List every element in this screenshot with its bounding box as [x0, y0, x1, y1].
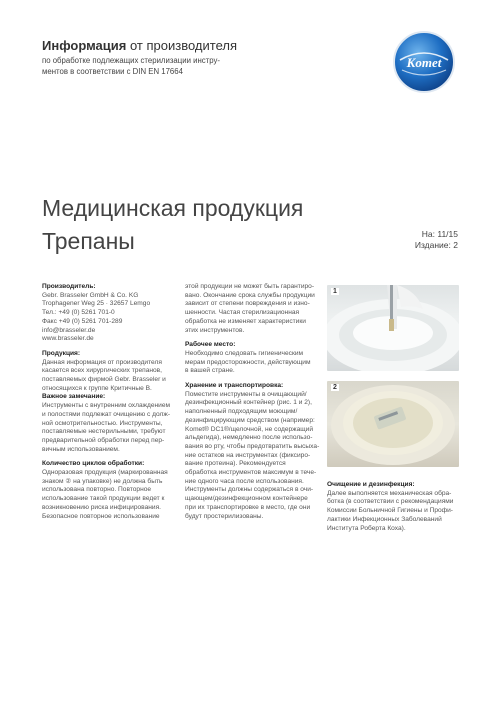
header-subtitle	[42, 55, 302, 77]
manufacturer-line: Факс +49 (0) 5261 701-289	[42, 317, 123, 325]
storage-line: альдегида), немедленно после использо-	[185, 434, 313, 442]
cleaning-line: ботка (в соответствии с рекомендациями	[327, 498, 454, 506]
storage-heading: Хранение и транспортировка:	[185, 382, 284, 390]
cleaning-line: Далее выполняется механическая обра-	[327, 489, 452, 497]
products-line: касается всех хирургических трепанов,	[42, 367, 163, 375]
note-line: поставляемые нестерильными, требуют	[42, 428, 166, 436]
storage-line: вания во рту, чтобы предотвратить высыха-	[185, 442, 320, 450]
document-date: На: 11/15	[421, 229, 458, 239]
komet-logo	[392, 30, 456, 94]
header-subtitle-line: по обработке подлежащих стерилизации инстру-	[42, 56, 220, 65]
manufacturer-line: Trophagener Weg 25 · 32657 Lemgo	[42, 300, 151, 308]
storage-line: дезинфицирующим средством (например:	[185, 416, 315, 424]
cycles-line: Одноразовая продукция (маркированная	[42, 469, 168, 477]
note-heading: Важное замечание:	[42, 393, 106, 401]
cycles-line: Безопасное повторное использование	[42, 512, 160, 520]
storage-line: Поместите инструменты в очищающий/	[185, 390, 307, 398]
storage-line: будут простерилизованы.	[185, 512, 264, 520]
manufacturer-heading: Производитель:	[42, 283, 96, 290]
photo-1-number: 1	[333, 288, 337, 295]
note-line: вичным использованием.	[42, 445, 120, 453]
cycles-continued-line: вано. Окончание срока службы продукции	[185, 291, 315, 299]
note-line: Инструменты с внутренним охлаждением	[42, 402, 171, 410]
logo-text: Komet	[406, 55, 442, 70]
document-meta	[415, 229, 458, 251]
storage-line: ние одного часа после использования.	[185, 477, 304, 485]
column-2	[185, 283, 320, 521]
products-line: относящихся к группе Критичные В.	[42, 384, 152, 392]
column-1	[42, 283, 177, 521]
workplace-line: Необходимо следовать гигиеническим	[185, 349, 304, 357]
note-line: и полостями подлежат очищению с долж-	[42, 410, 171, 418]
storage-line: ние остатков на инструментах (фиксиро-	[185, 451, 311, 459]
cycles-line: использование такой продукции ведет к	[42, 495, 165, 503]
storage-line: Инструменты должны содержаться в очи-	[185, 486, 314, 494]
cleaning-line: Института Роберта Коха).	[327, 524, 406, 532]
cycles-heading: Количество циклов обработки:	[42, 460, 145, 468]
cleaning-line: Комиссии Больничной Гигиены и Профи-	[327, 507, 453, 515]
workplace-line: мерам предосторожности, действующим	[185, 358, 311, 366]
photo-2-number: 2	[333, 384, 337, 391]
photo-2-illustration	[327, 381, 459, 467]
cleaning-heading: Очищение и дезинфекция:	[327, 481, 415, 488]
storage-line: вание протеина). Рекомендуется	[185, 460, 286, 468]
cycles-continued-line: этих инструментов.	[185, 326, 245, 334]
page-title-line-1: Медицинская продукция	[42, 195, 304, 221]
storage-line: наполненный подходящим моющим/	[185, 408, 298, 416]
cycles-continued-line: шенности. Частая стерилизационная	[185, 309, 300, 317]
photo-1-disinfection-container	[327, 285, 459, 371]
workplace-heading: Рабочее место:	[185, 341, 236, 349]
cycles-line: знаком ② на упаковке) не должна быть	[42, 477, 163, 485]
products-heading: Продукция:	[42, 349, 81, 357]
header-title	[42, 38, 237, 53]
manufacturer-email[interactable]: info@brasseler.de	[42, 326, 96, 334]
header-title-bold: Информация	[42, 38, 127, 53]
cycles-continued-line: зависит от степени повреждения и изно-	[185, 300, 310, 308]
products-line: Данная информация от производителя	[42, 358, 162, 366]
cleaning-line: лактики Инфекционных Заболеваний	[327, 515, 442, 523]
storage-line: обработка инструментов максимум в тече-	[185, 469, 317, 477]
cycles-line: использована повторно. Повторное	[42, 486, 152, 494]
header-title-rest: от производителя	[126, 38, 237, 53]
header-subtitle-line: ментов в соответствии с DIN EN 17664	[42, 67, 183, 76]
page-title	[42, 192, 303, 258]
note-line: ной осмотрительностью. Инструменты,	[42, 419, 163, 427]
document-edition: Издание: 2	[414, 240, 458, 250]
storage-line: Komet® DC1®/щелочной, не содержащий	[185, 425, 314, 433]
cycles-line: возникновению риска инфицирования.	[42, 503, 161, 511]
products-line: поставляемых фирмой Gebr. Brasseler и	[42, 376, 166, 384]
column-3	[327, 481, 459, 533]
manufacturer-website[interactable]: www.brasseler.de	[42, 335, 94, 343]
storage-line: при их транспортировке в место, где они	[185, 503, 311, 511]
cycles-continued-line: обработка не изменяет характеристики	[185, 317, 306, 325]
note-line: предварительной обработки перед пер-	[42, 436, 165, 444]
page-title-line-2: Трепаны	[42, 228, 135, 254]
storage-line: щающем/дезинфекционном контейнере	[185, 495, 308, 503]
workplace-line: в вашей стране.	[185, 367, 235, 375]
manufacturer-line: Gebr. Brasseler GmbH & Co. KG	[42, 291, 139, 299]
cycles-continued-line: этой продукции не может быть гарантиро-	[185, 283, 315, 290]
photo-1-illustration	[327, 285, 459, 371]
manufacturer-line: Тел.: +49 (0) 5261 701-0	[42, 309, 115, 317]
photo-2-container-liquid	[327, 381, 459, 467]
storage-line: дезинфекционный контейнер (рис. 1 и 2),	[185, 399, 312, 407]
